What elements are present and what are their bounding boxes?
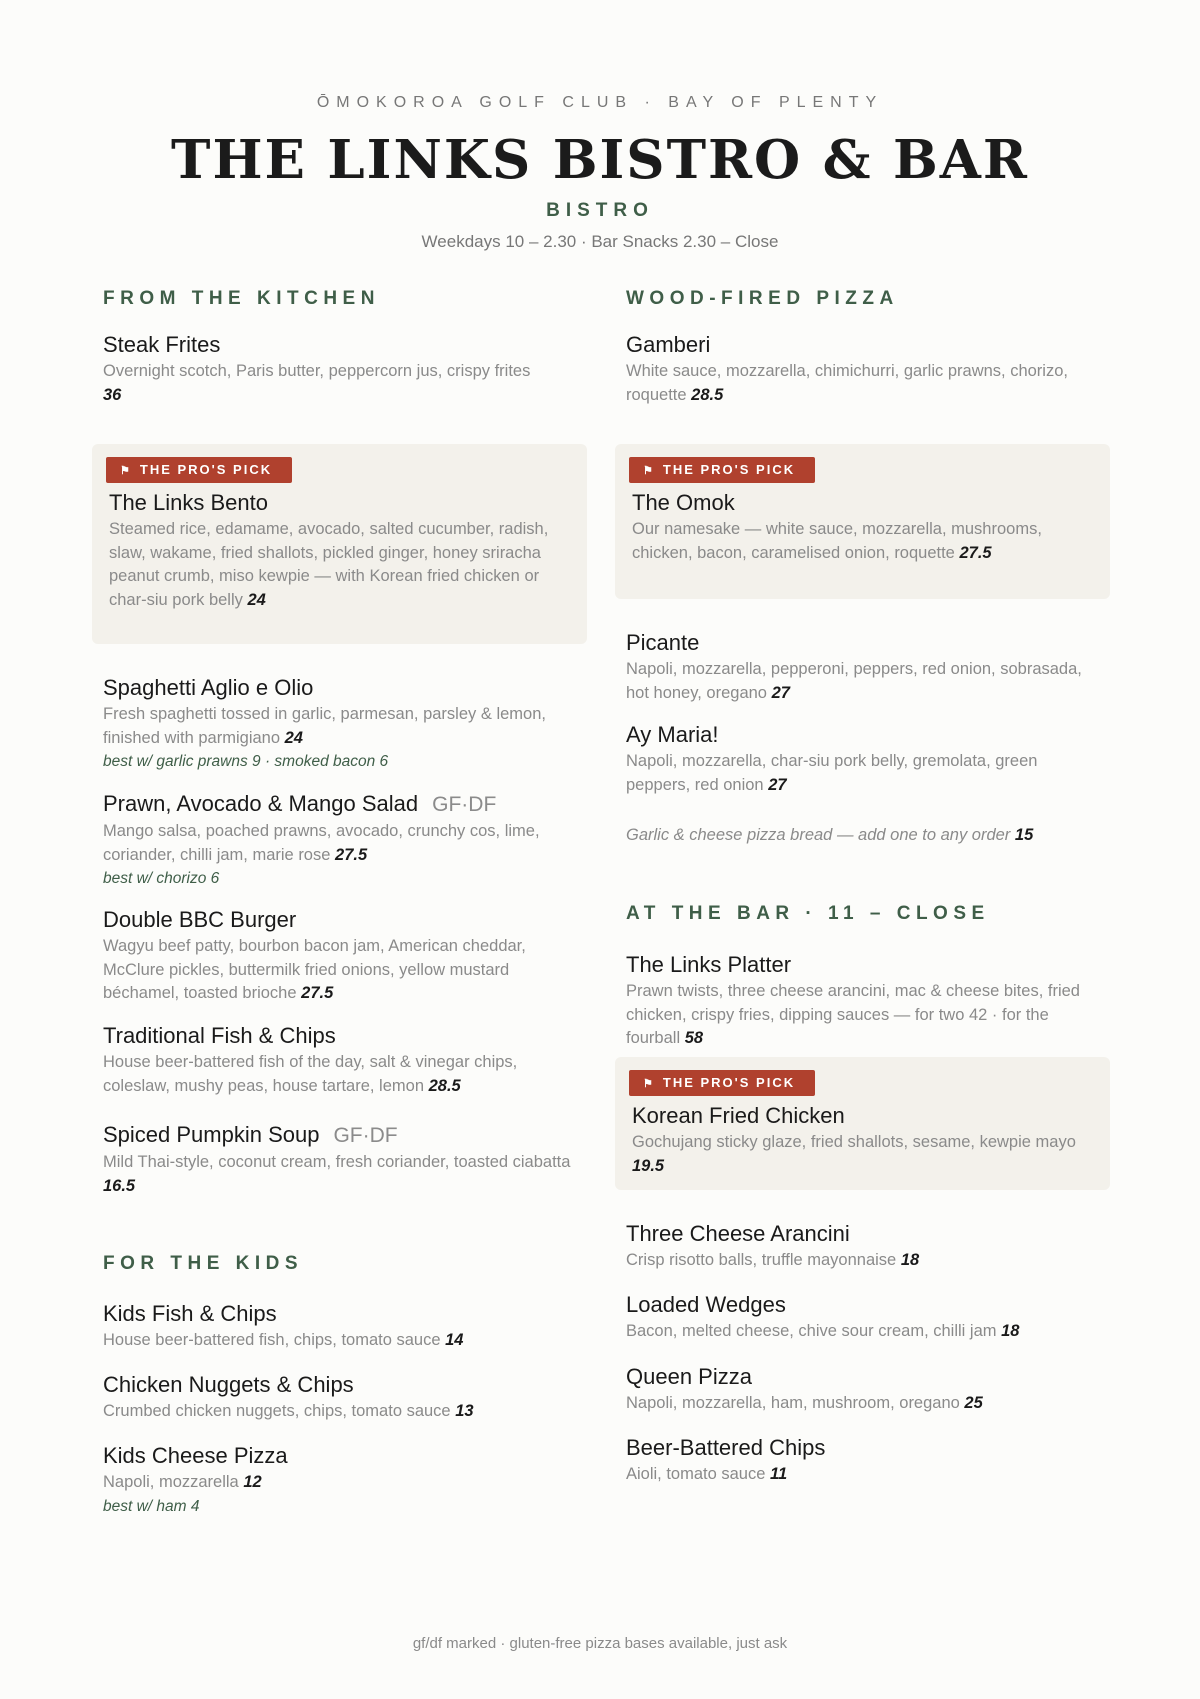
item-price: 36 xyxy=(103,385,122,404)
footer-note: gf/df marked · gluten-free pizza bases available, just ask xyxy=(412,1635,788,1652)
item-desc: Fresh spaghetti tossed in garlic, parmesan, parsley & lemon, finished with parmigiano 24 xyxy=(103,705,546,747)
item-price: 18 xyxy=(900,1251,920,1269)
item-desc: Aioli, tomato sauce 11 xyxy=(626,1465,788,1483)
item-desc: Napoli, mozzarella, ham, mushroom, oregano 25 xyxy=(626,1394,983,1412)
section-title-kitchen: FROM THE KITCHEN xyxy=(103,288,380,309)
item-price: 27.5 xyxy=(301,984,334,1002)
flag-icon: ⚑ xyxy=(643,465,655,477)
item-price: 28.5 xyxy=(691,385,724,404)
menu-item-korean-fried-chicken xyxy=(632,1102,1102,1178)
pros-pick-box-omok xyxy=(615,444,1110,599)
item-desc: Napoli, mozzarella, pepperoni, peppers, red onion, sobrasada, hot honey, oregano 27 xyxy=(626,660,1082,702)
flag-icon: ⚑ xyxy=(643,1078,655,1090)
menu-item-kids-fish-chips xyxy=(103,1300,583,1353)
item-desc: White sauce, mozzarella, chimichurri, garlic prawns, chorizo, roquette 28.5 xyxy=(626,362,1068,404)
item-price: 11 xyxy=(770,1465,788,1483)
item-desc: Napoli, mozzarella, char-siu pork belly, gremolata, green peppers, red onion 27 xyxy=(626,752,1038,794)
item-desc: Overnight scotch, Paris butter, peppercorn jus, crispy frites 36 xyxy=(103,362,531,404)
menu-item-arancini xyxy=(626,1220,1106,1273)
menu-item-loaded-wedges xyxy=(626,1291,1106,1344)
item-price: 16.5 xyxy=(103,1176,136,1195)
item-price: 27.5 xyxy=(959,543,992,562)
item-name: Picante xyxy=(626,630,700,655)
item-extra: best w/ ham 4 xyxy=(103,1497,200,1515)
menu-subtitle: BISTRO xyxy=(546,200,654,221)
menu-item-picante xyxy=(626,629,1106,705)
menu-item-beer-battered-chips xyxy=(626,1434,1106,1487)
dietary-tag: GF·DF xyxy=(333,1124,398,1147)
item-name: Traditional Fish & Chips xyxy=(103,1023,336,1048)
item-price: 27 xyxy=(771,683,790,702)
item-desc: Napoli, mozzarella 12 xyxy=(103,1473,262,1491)
section-title-pizza: WOOD-FIRED PIZZA xyxy=(626,288,899,309)
item-name: Beer-Battered Chips xyxy=(626,1435,826,1460)
item-desc: Our namesake — white sauce, mozzarella, mushrooms, chicken, bacon, caramelised onion, roquette 27.5 xyxy=(632,520,1042,562)
pros-pick-box-kfc xyxy=(615,1057,1110,1190)
menu-item-omok xyxy=(632,489,1102,565)
item-name: Kids Fish & Chips xyxy=(103,1301,277,1326)
menu-item-ay-maria xyxy=(626,721,1106,797)
item-desc: Bacon, melted cheese, chive sour cream, chilli jam 18 xyxy=(626,1322,1020,1340)
venue-kicker: ŌMOKOROA GOLF CLUB · BAY OF PLENTY xyxy=(316,94,884,111)
item-name: Spaghetti Aglio e Olio xyxy=(103,675,314,700)
item-name: Ay Maria! xyxy=(626,722,719,747)
item-desc: House beer-battered fish of the day, salt & vinegar chips, coleslaw, mushy peas, house tartare, lemon 28.5 xyxy=(103,1053,518,1095)
item-name: The Links Platter xyxy=(626,952,792,977)
pros-pick-box-bento xyxy=(92,444,587,644)
section-title-kids: FOR THE KIDS xyxy=(103,1253,304,1274)
item-name: Gamberi xyxy=(626,332,711,357)
pros-pick-badge: ⚑ THE PRO'S PICK xyxy=(106,457,292,483)
item-price: 24 xyxy=(247,590,266,609)
pros-pick-badge: ⚑ THE PRO'S PICK xyxy=(629,457,815,483)
item-name: Prawn, Avocado & Mango Salad GF·DF xyxy=(103,791,497,816)
item-name: Korean Fried Chicken xyxy=(632,1103,845,1128)
item-desc: Wagyu beef patty, bourbon bacon jam, American cheddar, McClure pickles, buttermilk fried onions, yellow mustard béchamel, toasted brioche 27.5 xyxy=(103,937,526,1002)
opening-hours: Weekdays 10 – 2.30 · Bar Snacks 2.30 – Close xyxy=(421,232,779,251)
item-price: 14 xyxy=(445,1331,464,1349)
pizza-bread-note: Garlic & cheese pizza bread — add one to any order 15 xyxy=(626,826,1034,844)
page-title: THE LINKS BISTRO & BAR xyxy=(171,129,1029,191)
item-price: 27 xyxy=(768,775,787,794)
item-name: Chicken Nuggets & Chips xyxy=(103,1372,354,1397)
item-extra: best w/ garlic prawns 9 · smoked bacon 6 xyxy=(103,753,389,770)
item-extra: best w/ chorizo 6 xyxy=(103,870,220,887)
item-price: 58 xyxy=(684,1029,704,1047)
item-name: Loaded Wedges xyxy=(626,1292,786,1317)
dietary-tag: GF·DF xyxy=(432,793,497,816)
menu-item-links-bento xyxy=(109,489,579,612)
item-desc: Steamed rice, edamame, avocado, salted cucumber, radish, slaw, wakame, fried shallots, pickled ginger, honey sriracha peanut crumb, miso kewpie — with Korean fried chicken or char-siu pork belly 24 xyxy=(109,520,549,609)
item-name: Spiced Pumpkin Soup GF·DF xyxy=(103,1122,398,1147)
item-desc: Crumbed chicken nuggets, chips, tomato sauce 13 xyxy=(103,1402,474,1420)
section-title-bar: AT THE BAR · 11 – CLOSE xyxy=(626,903,990,924)
menu-item-queen-pizza xyxy=(626,1363,1106,1416)
item-price: 24 xyxy=(284,728,303,747)
menu-item-links-platter xyxy=(626,951,1106,1051)
pros-pick-badge: ⚑ THE PRO'S PICK xyxy=(629,1070,815,1096)
menu-item-bbc-burger xyxy=(103,906,583,1006)
item-name: The Links Bento xyxy=(109,490,268,515)
item-desc: Prawn twists, three cheese arancini, mac & cheese bites, fried chicken, crispy fries, dipping sauces — for two 42 · for the fourball 58 xyxy=(626,982,1080,1047)
menu-item-fish-chips xyxy=(103,1022,583,1098)
item-price: 13 xyxy=(455,1402,474,1420)
item-price: 27.5 xyxy=(335,845,368,864)
item-desc: Mango salsa, poached prawns, avocado, crunchy cos, lime, coriander, chilli jam, marie rose 27.5 xyxy=(103,822,540,864)
flag-icon: ⚑ xyxy=(120,465,132,477)
menu-item-steak-frites xyxy=(103,331,583,407)
note-price: 15 xyxy=(1014,826,1034,844)
item-desc: Gochujang sticky glaze, fried shallots, sesame, kewpie mayo 19.5 xyxy=(632,1133,1076,1175)
item-name: Queen Pizza xyxy=(626,1364,752,1389)
menu-item-kids-pizza xyxy=(103,1442,583,1518)
menu-item-spaghetti xyxy=(103,674,583,773)
item-desc: Crisp risotto balls, truffle mayonnaise 18 xyxy=(626,1251,920,1269)
item-price: 18 xyxy=(1001,1322,1020,1340)
item-price: 19.5 xyxy=(632,1156,665,1175)
item-price: 25 xyxy=(964,1394,983,1412)
item-desc: Mild Thai-style, coconut cream, fresh coriander, toasted ciabatta 16.5 xyxy=(103,1153,571,1195)
item-name: The Omok xyxy=(632,490,735,515)
item-desc: House beer-battered fish, chips, tomato sauce 14 xyxy=(103,1331,464,1349)
item-name: Double BBC Burger xyxy=(103,907,297,932)
item-price: 28.5 xyxy=(428,1076,461,1095)
item-name: Three Cheese Arancini xyxy=(626,1221,850,1246)
menu-item-gamberi xyxy=(626,331,1106,407)
menu-item-prawn-salad xyxy=(103,790,583,890)
item-price: 12 xyxy=(243,1473,262,1491)
item-name: Kids Cheese Pizza xyxy=(103,1443,288,1468)
item-name: Steak Frites xyxy=(103,332,221,357)
menu-item-pumpkin-soup xyxy=(103,1121,583,1198)
menu-item-kids-nuggets xyxy=(103,1371,583,1424)
